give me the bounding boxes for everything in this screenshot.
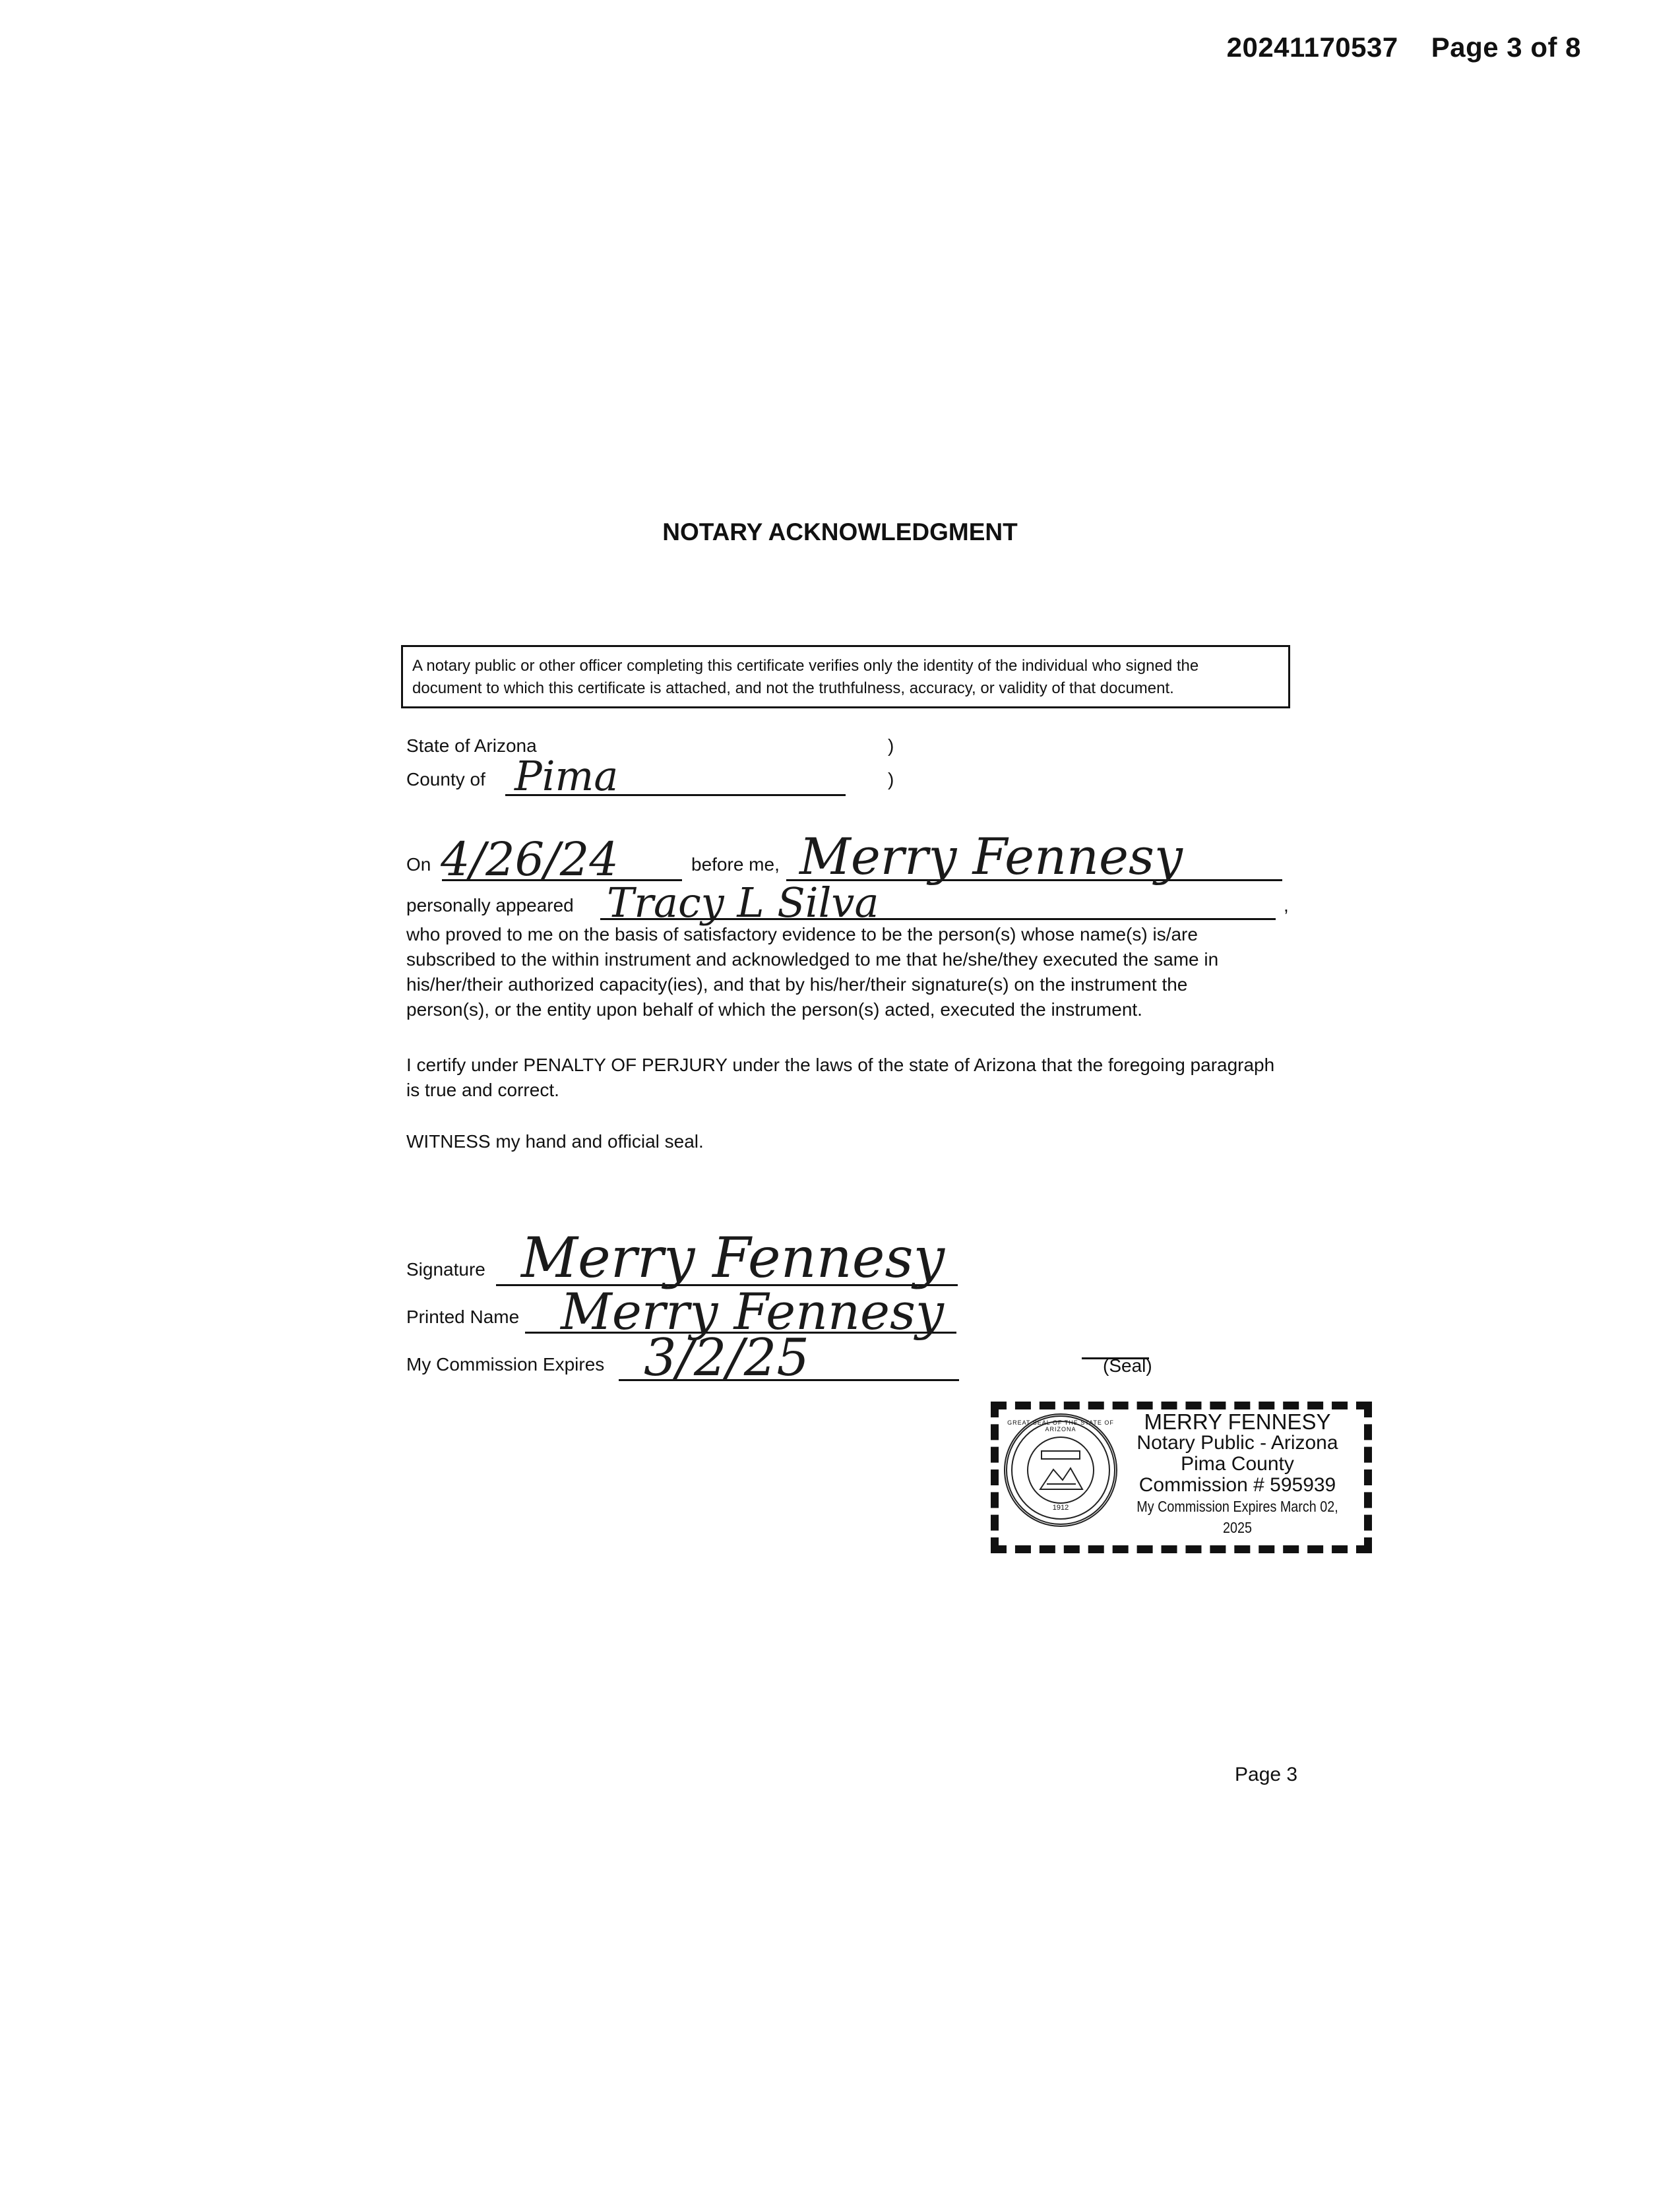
before-me-label: before me, [691, 854, 780, 875]
stamp-text [1115, 1411, 1360, 1538]
stamp-title: Notary Public - Arizona [1136, 1432, 1338, 1454]
acknowledgment-line-4: person(s), or the entity upon behalf of which the person(s) acted, executed the instrument. [406, 999, 1142, 1020]
disclaimer-line-2: document to which this certificate is attached, and not the truthfulness, accuracy, or validity of that document. [412, 679, 1174, 697]
seal-label: (Seal) [1103, 1355, 1152, 1376]
signature-label: Signature [406, 1259, 485, 1280]
date-handwritten: 4/26/24 [441, 832, 619, 886]
state-seal-icon [1004, 1413, 1117, 1527]
on-label: On [406, 854, 431, 875]
seal-ring-text: GREAT SEAL OF THE STATE OF ARIZONA [1007, 1419, 1114, 1433]
signature-handwritten: Merry Fennesy [521, 1225, 945, 1290]
certification-line-1: I certify under PENALTY OF PERJURY under the laws of the state of Arizona that the foregoing paragraph [406, 1055, 1275, 1075]
acknowledgment-line-1: who proved to me on the basis of satisfactory evidence to be the person(s) whose name(s) is/are [406, 924, 1198, 944]
printed-name-handwritten: Merry Fennesy [561, 1282, 944, 1341]
stamp-county: Pima County [1181, 1453, 1294, 1475]
county-label: County of [406, 769, 485, 789]
printed-name-label: Printed Name [406, 1307, 520, 1327]
disclaimer-box [401, 645, 1290, 708]
county-handwritten: Pima [514, 752, 619, 800]
stamp-commission-number: Commission # 595939 [1138, 1474, 1336, 1496]
page-counter: Page 3 of 8 [1431, 32, 1581, 63]
witness-statement: WITNESS my hand and official seal. [406, 1131, 704, 1152]
page-footer: Page 3 [1235, 1764, 1298, 1785]
venue-paren-1: ) [888, 735, 894, 756]
document-number: 20241170537 [1226, 32, 1398, 63]
venue-paren-2: ) [888, 769, 894, 789]
trailing-comma: , [1284, 895, 1289, 915]
page-title: NOTARY ACKNOWLEDGMENT [662, 518, 1018, 545]
signer-handwritten: Tracy L Silva [607, 879, 879, 927]
stamp-notary-name: MERRY FENNESY [1144, 1409, 1331, 1434]
personally-appeared-label: personally appeared [406, 895, 574, 915]
disclaimer-line-1: A notary public or other officer completing this certificate verifies only the identity of the individual who signed the [412, 657, 1199, 675]
notary-name-handwritten: Merry Fennesy [799, 827, 1183, 886]
acknowledgment-paragraph [406, 922, 1218, 1022]
acknowledgment-line-2: subscribed to the within instrument and acknowledged to me that he/she/they executed the same in [406, 949, 1219, 970]
commission-handwritten: 3/2/25 [644, 1328, 810, 1388]
commission-expires-label: My Commission Expires [406, 1354, 605, 1375]
certification-paragraph [406, 1053, 1274, 1103]
stamp-expiration: My Commission Expires March 02, 2025 [1136, 1498, 1338, 1536]
state-label: State of Arizona [406, 735, 537, 756]
seal-year: 1912 [1052, 1504, 1069, 1512]
certification-line-2: is true and correct. [406, 1080, 559, 1100]
document-header [1227, 32, 1581, 63]
acknowledgment-line-3: his/her/their authorized capacity(ies), and that by his/her/their signature(s) on the instrument the [406, 974, 1188, 995]
